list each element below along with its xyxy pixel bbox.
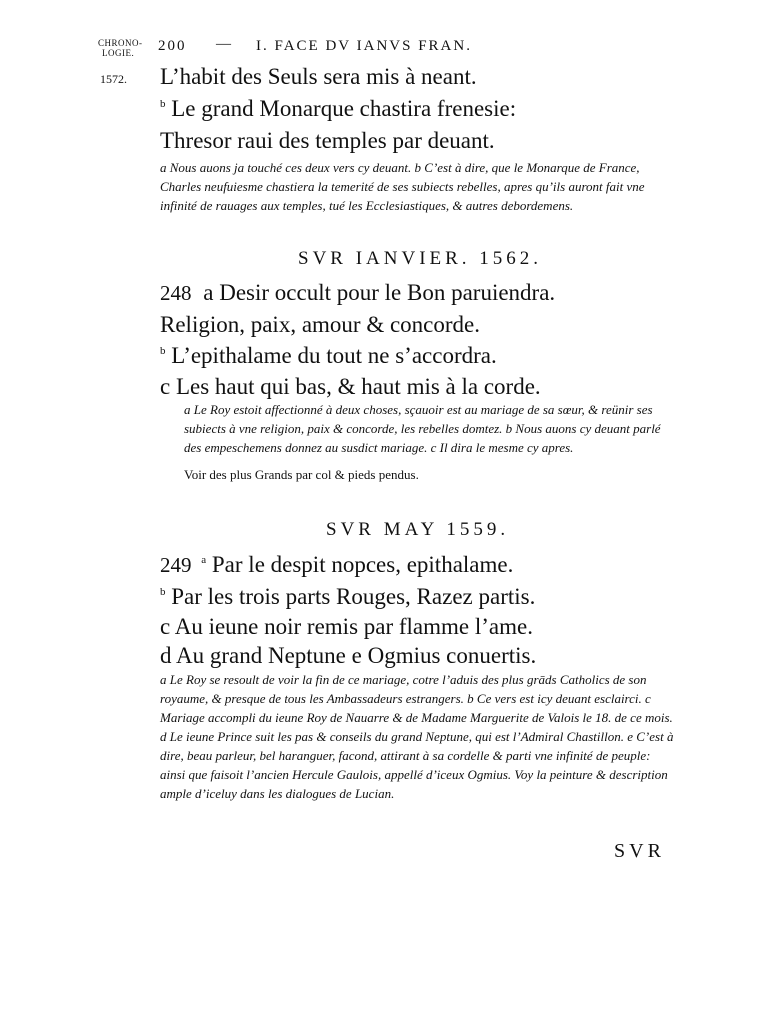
quatrain-number: 248 [160,281,192,305]
margin-label-line-2: LOGIE. [102,48,135,58]
verse-text: Au grand Neptune e Ogmius conuertis. [175,643,537,668]
margin-label-line-1: CHRONO- [98,38,143,48]
quatrain-first-line [160,280,555,306]
verse-text: Par les trois parts Rouges, Razez partis. [171,584,536,609]
margin-label-chronologie [98,38,143,58]
verse-marker: c [160,374,171,399]
margin-year: 1572. [100,72,127,86]
commentary-note: a Le Roy estoit affectionné à deux choses, sçauoir est au mariage de sa sœur, & reünir ses subiects à vne religion, paix & concorde, les rebelles domtez. b Nous auons cy deuant parlé des empeschemens donnez au susdict mariage. c Il dira le mesme cy apres. [184,402,661,455]
verse-text: Desir occult pour le Bon paruiendra. [219,280,556,305]
verse-line: Thresor raui des temples par deuant. [160,128,495,153]
quatrain-number: 249 [160,553,192,577]
verse-marker: b [160,586,166,598]
extra-line: Voir des plus Grands par col & pieds pendus. [184,467,419,482]
verse-text: Le grand Monarque chastira frenesie: [171,96,517,121]
verse-text: Par le despit nopces, epithalame. [211,552,514,577]
verse-text: Les haut qui bas, & haut mis à la corde. [175,374,541,399]
verse-line [160,614,533,640]
commentary-note: a Nous auons ja touché ces deux vers cy deuant. b C’est à dire, que le Monarque de France, Charles neufuiesme chastiera la temerité de ses subiects rebelles, apres qu’ils auront fait vne infinité de rauages aux temples, tué les Ecclesiastiques, & autres debordemens. [160,160,645,213]
verse-line: L’habit des Seuls sera mis à neant. [160,64,477,89]
verse-text: Au ieune noir remis par flamme l’ame. [174,614,533,639]
quatrain-first-line [160,552,513,578]
verse-line [160,343,497,369]
verse-line: Religion, paix, amour & concorde. [160,312,481,337]
verse-line [160,584,535,610]
verse-marker: d [160,643,172,668]
header-dash: — [216,36,233,52]
verse-line [160,374,541,400]
verse-marker: b [160,98,166,110]
commentary-note: a Le Roy se resoult de voir la fin de ce mariage, cotre l’aduis des plus grāds Catholics de son royaume, & presque de tous les Ambassadeurs estrangers. b Ce vers est icy deuant esclairci. c Mariage accompli du ieune Roy de Nauarre & de Madame Marguerite de Valois le 18. de ce mois. d Le ieune Prince suit les pas & conseils du grand Neptune, qui est l’Admiral Chastillon. e C’est à dire, beau parleur, bel haranguer, facond, attirant à sa cordelle & parti vne infinité de peuple: ainsi que faisoit l’ancien Hercule Gaulois, appellé d’iceux Ogmius. Voy la peinture & description ample d’iceluy dans les dialogues de Lucian. [160,672,674,801]
section-heading: SVR IANVIER. 1562. [298,248,543,269]
verse-text: L’epithalame du tout ne s’accordra. [171,343,497,368]
verse-marker: c [160,614,171,639]
verse-marker: b [160,345,166,357]
catchword: SVR [614,840,665,862]
verse-line [160,96,516,122]
page-number: 200 [158,38,187,54]
verse-line [160,643,536,669]
section-heading: SVR MAY 1559. [326,519,510,540]
verse-marker: a [201,554,207,566]
verse-marker: a [203,280,214,305]
running-title: I. FACE DV IANVS FRAN. [256,38,472,54]
